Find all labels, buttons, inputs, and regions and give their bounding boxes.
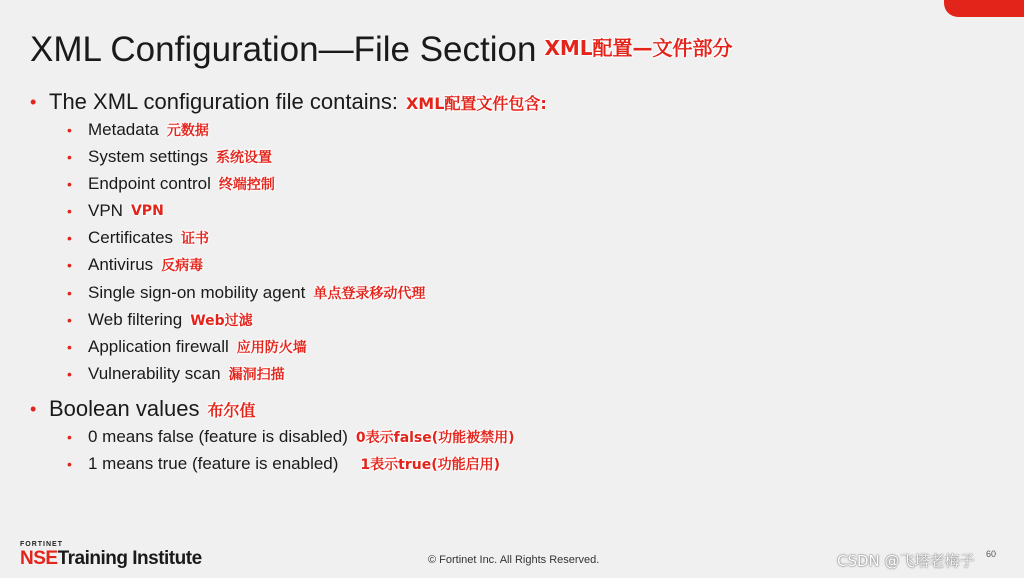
sub-item-metadata: [67, 120, 209, 140]
item-annotation: XML配置文件包含:: [405, 93, 547, 113]
item-annotation: VPN: [130, 203, 164, 219]
bullet-icon: •: [67, 312, 72, 328]
corner-accent: [944, 0, 1024, 17]
bullet-icon: •: [67, 122, 72, 138]
item-text: System settings: [88, 147, 208, 166]
item-annotation: 1表示true(功能启用): [360, 457, 501, 473]
item-text: VPN: [88, 201, 123, 220]
item-text: Boolean values: [49, 396, 200, 421]
logo-text: [20, 548, 202, 570]
bullet-item-contains: [30, 89, 547, 115]
bullet-icon: •: [67, 366, 72, 382]
bullet-item-boolean: [30, 396, 255, 422]
item-annotation: 单点登录移动代理: [313, 286, 426, 302]
item-annotation: 应用防火墙: [236, 340, 307, 356]
item-annotation: 布尔值: [207, 400, 256, 420]
bullet-icon: •: [67, 257, 72, 273]
item-text: Metadata: [88, 120, 159, 139]
fortinet-wordmark: FORTINET: [20, 541, 63, 548]
item-text: The XML configuration file contains:: [49, 89, 398, 114]
sub-item-sso-agent: [67, 283, 425, 303]
sub-item-endpoint-control: [67, 174, 275, 194]
sub-item-vulnerability-scan: [67, 364, 285, 384]
page-number: 60: [986, 549, 997, 559]
csdn-watermark: CSDN @飞塔老梅子: [837, 552, 975, 570]
bullet-icon: •: [67, 176, 72, 192]
bullet-icon: •: [67, 429, 72, 445]
bullet-icon: •: [67, 230, 72, 246]
sub-item-vpn: [67, 201, 164, 221]
sub-item-app-firewall: [67, 337, 307, 357]
item-text: Application firewall: [88, 337, 229, 356]
item-annotation: 系统设置: [216, 150, 272, 166]
sub-item-false: [67, 427, 515, 447]
item-annotation: 反病毒: [161, 258, 204, 274]
bullet-icon: •: [67, 456, 72, 472]
sub-item-certificates: [67, 228, 209, 248]
item-annotation: 终端控制: [218, 177, 275, 193]
item-text: Antivirus: [88, 255, 154, 274]
title-text: XML Configuration—File Section: [30, 30, 537, 69]
item-text: Certificates: [88, 228, 174, 247]
item-text: Single sign-on mobility agent: [88, 283, 306, 302]
item-annotation: 元数据: [166, 123, 209, 139]
item-annotation: 证书: [181, 231, 210, 247]
sub-item-system-settings: [67, 147, 272, 167]
bullet-icon: •: [30, 91, 37, 112]
bullet-icon: •: [67, 149, 72, 165]
bullet-icon: •: [67, 285, 72, 301]
item-text: Endpoint control: [88, 174, 211, 193]
item-annotation: 0表示false(功能被禁用): [355, 430, 515, 446]
title-annotation: XML配置—文件部分: [544, 36, 733, 60]
item-text: 0 means false (feature is disabled): [88, 427, 348, 446]
item-text: Web filtering: [88, 310, 183, 329]
logo-nse: NSE: [20, 548, 58, 569]
sub-item-web-filtering: [67, 310, 253, 330]
sub-item-true: [67, 454, 500, 474]
logo-training-institute: Training Institute: [57, 548, 202, 569]
item-annotation: 漏洞扫描: [228, 367, 285, 383]
bullet-icon: •: [30, 398, 37, 419]
item-text: 1 means true (feature is enabled): [88, 454, 339, 473]
item-text: Vulnerability scan: [88, 364, 221, 383]
item-annotation: Web过滤: [190, 313, 253, 329]
bullet-icon: •: [67, 339, 72, 355]
slide-title: [30, 30, 733, 70]
copyright: © Fortinet Inc. All Rights Reserved.: [428, 554, 600, 566]
bullet-icon: •: [67, 203, 72, 219]
sub-item-antivirus: [67, 255, 203, 275]
